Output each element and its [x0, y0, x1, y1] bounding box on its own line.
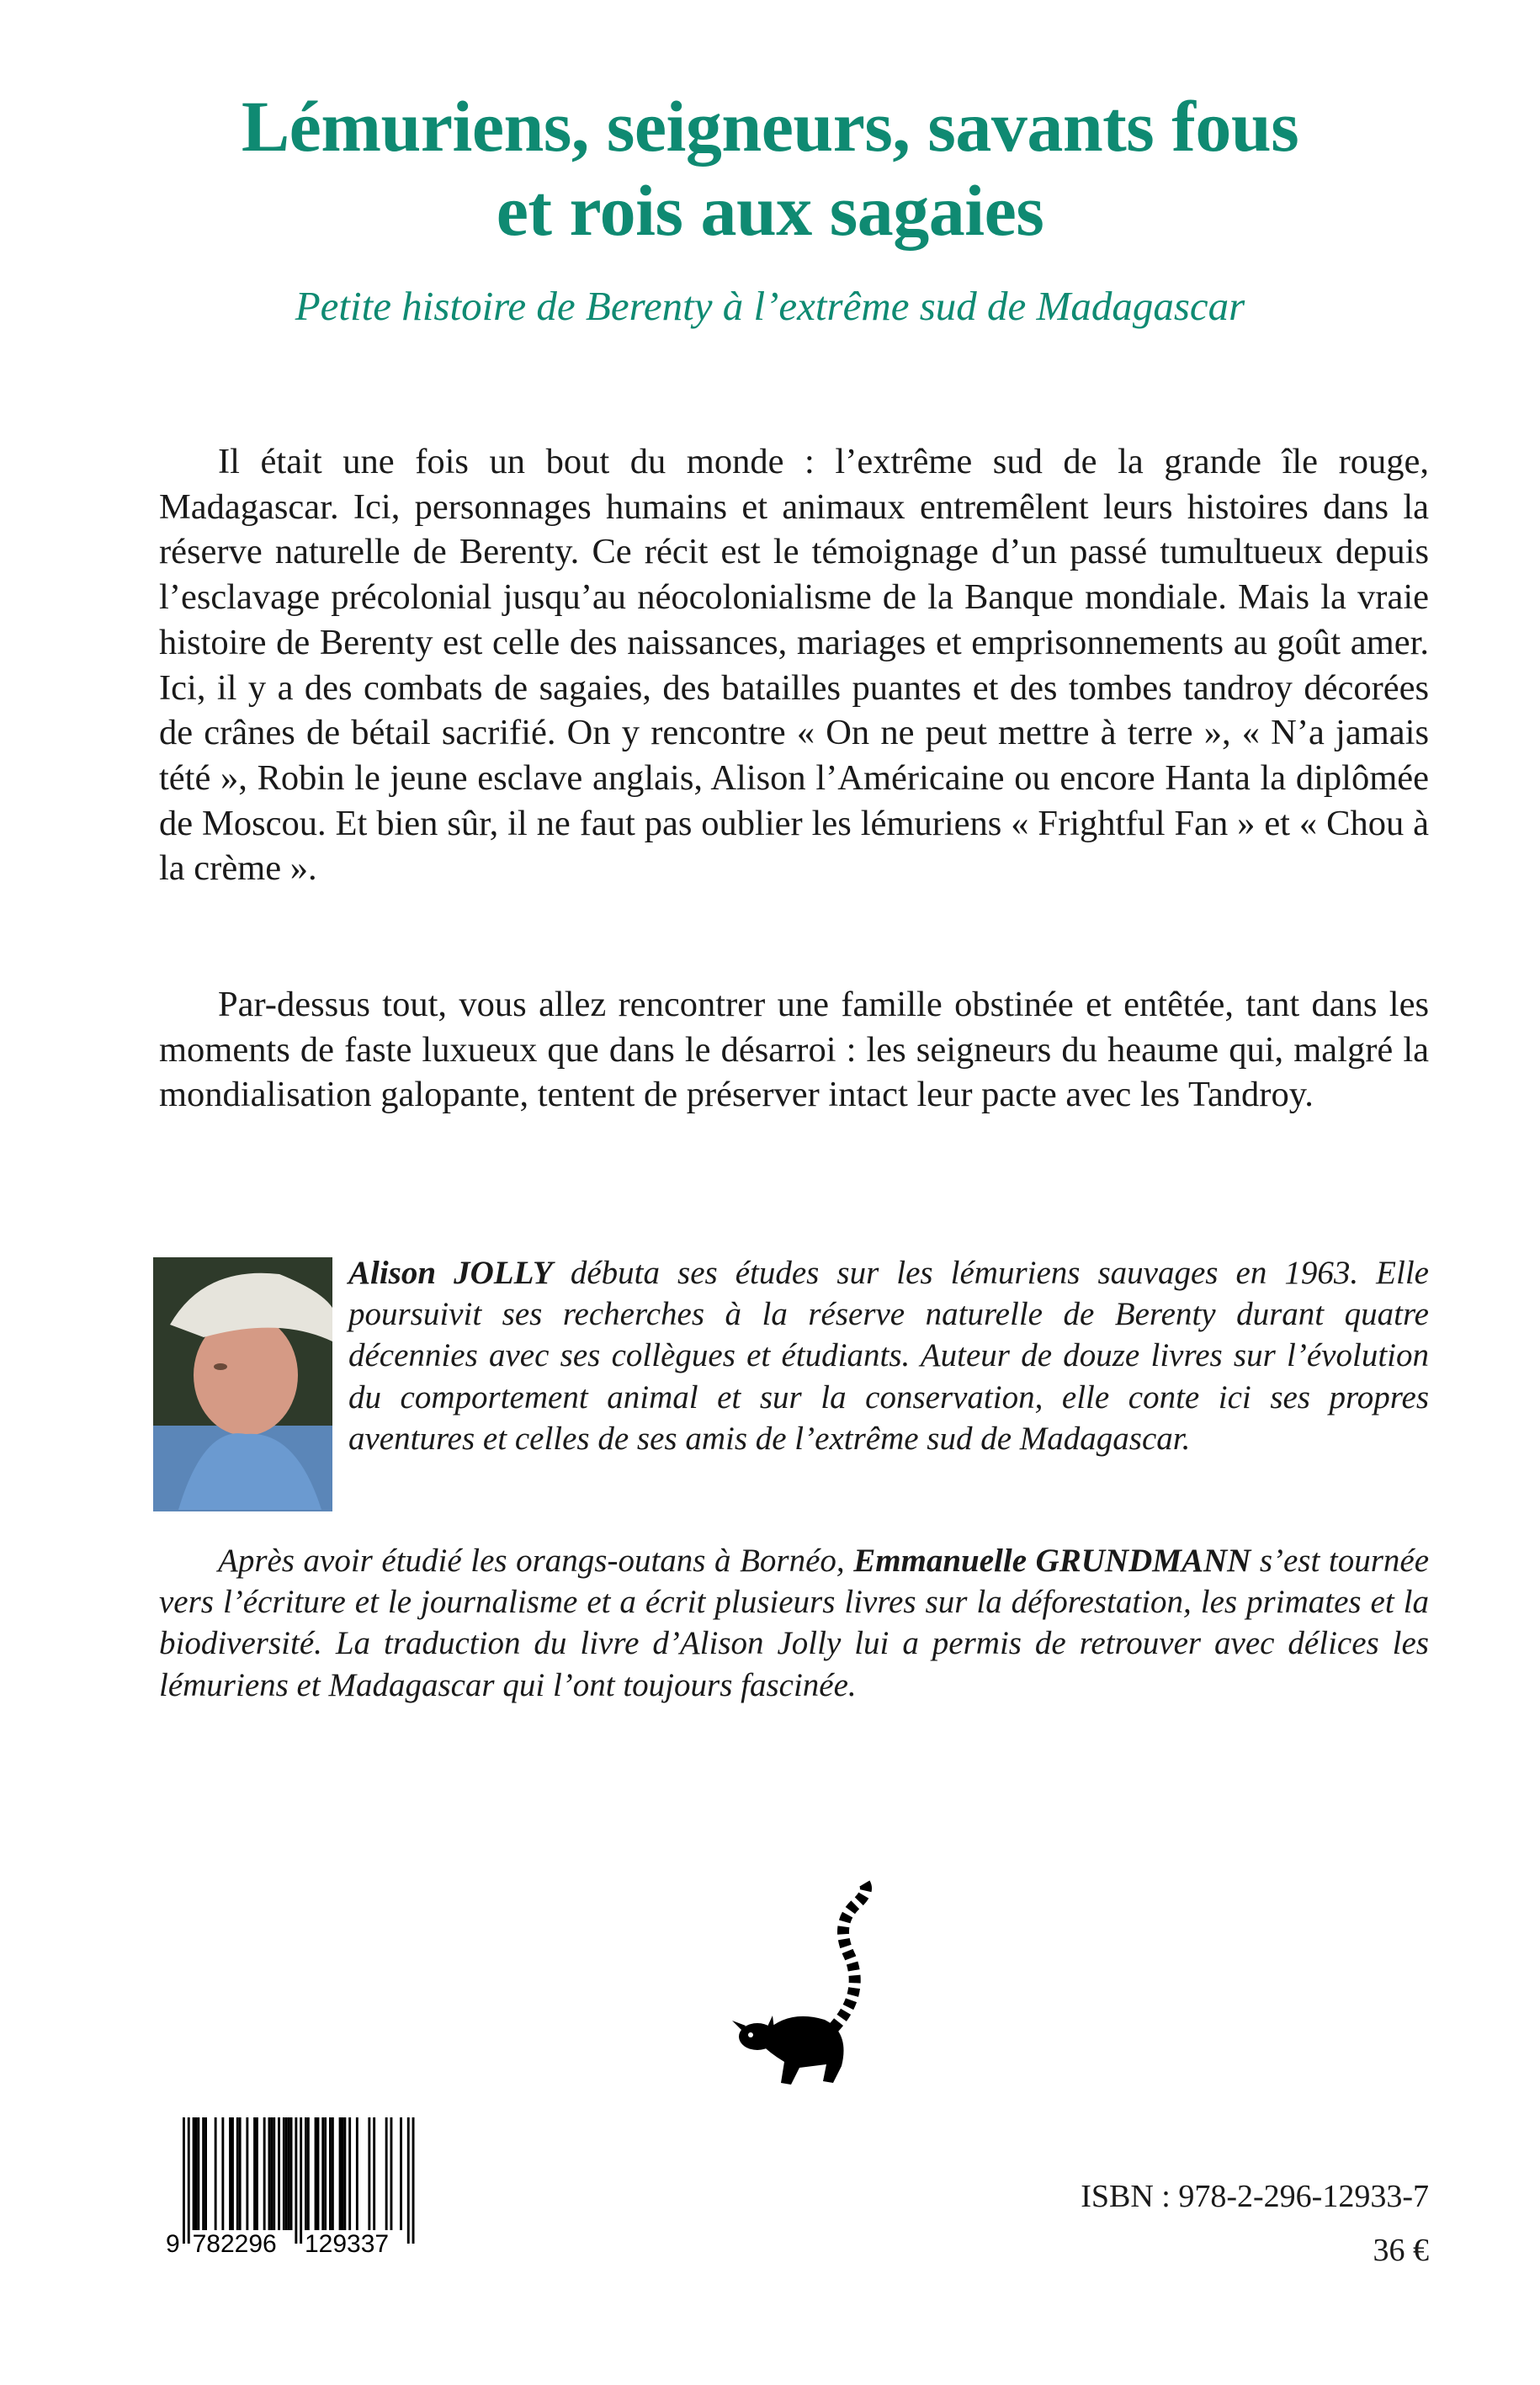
barcode-bar: [305, 2117, 307, 2230]
barcode-bar: [278, 2117, 280, 2230]
barcode-digits: 782296: [192, 2230, 277, 2255]
barcode-bar: [329, 2117, 332, 2230]
barcode-bar: [317, 2117, 320, 2230]
title-line-2: et rois aux sagaies: [496, 170, 1044, 251]
barcode-digits: 129337: [305, 2230, 390, 2255]
author-2-name: Emmanuelle GRUNDMANN: [853, 1543, 1251, 1579]
author-2-bio: [159, 1540, 1429, 1706]
barcode-bar: [342, 2117, 344, 2230]
barcode-bar: [204, 2117, 207, 2230]
isbn-number: ISBN : 978-2-296-12933-7: [1081, 2179, 1429, 2214]
barcode-bar: [183, 2117, 185, 2244]
barcode-bar: [288, 2117, 290, 2230]
isbn-barcode: [164, 2112, 450, 2255]
author-2-bio-text: s’est tournée vers l’écriture et le journalisme et a écrit plusieurs livres sur la déforestation, les primates et la biodiversité. La traduction du livre d’Alison Jolly lui a permis de retrouver avec délices les lémuriens et Madagascar qui l’ont toujours fascinée.: [159, 1543, 1429, 1703]
title-line-1: Lémuriens, seigneurs, savants fous: [241, 86, 1299, 167]
barcode-bar: [368, 2117, 370, 2230]
book-title: [0, 84, 1540, 252]
barcode-bar: [188, 2117, 190, 2244]
barcode-bar: [197, 2117, 199, 2230]
author-1-name: Alison JOLLY: [348, 1255, 553, 1291]
author-1-bio: [348, 1252, 1429, 1459]
barcode-bar: [256, 2117, 258, 2230]
barcode-bar: [236, 2117, 239, 2230]
barcode-bar: [315, 2117, 317, 2230]
barcode-bar: [339, 2117, 342, 2230]
barcode-bar: [390, 2117, 393, 2230]
barcode-bar: [273, 2117, 275, 2230]
barcode-bar: [373, 2117, 375, 2230]
barcode-bar: [239, 2117, 242, 2230]
author-2-intro: Après avoir étudié les orangs-outans à Bornéo,: [218, 1543, 854, 1579]
barcode-bar: [407, 2117, 410, 2244]
barcode-bar: [295, 2117, 297, 2244]
barcode-bar: [270, 2117, 273, 2230]
book-subtitle: Petite histoire de Berenty à l’extrême sud de Madagascar: [295, 283, 1245, 329]
barcode-bar: [343, 2117, 346, 2230]
barcode-bar: [221, 2117, 224, 2230]
barcode-digits: 9: [166, 2230, 180, 2255]
barcode-bar: [290, 2117, 293, 2230]
barcode-bar: [215, 2117, 217, 2230]
barcode-bar: [253, 2117, 256, 2230]
barcode-bar: [193, 2117, 195, 2230]
barcode-bar: [307, 2117, 310, 2230]
barcode-bar: [229, 2117, 231, 2230]
barcode-bar: [300, 2117, 302, 2244]
barcode-bar: [324, 2117, 327, 2230]
lemur-logo-icon: [724, 1872, 884, 2087]
barcode-bar: [348, 2117, 351, 2230]
barcode-bar: [332, 2117, 334, 2230]
barcode-bar: [231, 2117, 234, 2230]
barcode-bar: [268, 2117, 271, 2230]
blurb-paragraph-2: Par-dessus tout, vous allez rencontrer une famille obstinée et entêtée, tant dans les moments de faste luxueux que dans le désarroi : les seigneurs du heaume qui, malgré la mondialisation galopante, tentent de préserver intact leur pacte avec les Tandroy.: [159, 985, 1429, 1115]
barcode-bar: [285, 2117, 288, 2230]
barcode-bar: [412, 2117, 415, 2244]
barcode-bar: [246, 2117, 248, 2230]
price: 36 €: [1373, 2233, 1429, 2268]
author-photo: [153, 1257, 332, 1511]
barcode-bar: [195, 2117, 198, 2230]
barcode-bar: [283, 2117, 285, 2230]
barcode-bar: [385, 2117, 388, 2230]
barcode-bar: [400, 2117, 402, 2230]
barcode-bar: [321, 2117, 324, 2230]
barcode-bar: [202, 2117, 204, 2230]
author-1-bio-text: débuta ses études sur les lémuriens sauvages en 1963. Elle poursuivit ses recherches à la réserve naturelle de Berenty durant quatre décennies avec ses collègues et étudiants. Auteur de douze livres sur l’évolution du comportement animal et sur la conservation, elle conte ici ses propres aventures et celles de ses amis de l’extrême sud de Madagascar.: [348, 1255, 1429, 1457]
barcode-bar: [263, 2117, 266, 2230]
blurb-paragraph-1: Il était une fois un bout du monde : l’extrême sud de la grande île rouge, Madagascar. Ici, personnages humains et animaux entremêlent leurs histoires dans la réserve naturelle de Berenty. Ce récit est le témoignage d’un passé tumultueux depuis l’esclavage précolonial jusqu’au néocolonialisme de la Banque mondiale. Mais la vraie histoire de Berenty est celle des naissances, mariages et emprisonnements au goût amer. Ici, il y a des combats de sagaies, des batailles puantes et des tombes tandroy décorées de crânes de bétail sacrifié. On y rencontre « On ne peut mettre à terre », « N’a jamais tété », Robin le jeune esclave anglais, Alison l’Américaine ou encore Hanta la diplômée de Moscou. Et bien sûr, il ne faut pas oublier les lémuriens « Frightful Fan » et « Chou à la crème ».: [159, 442, 1429, 889]
barcode-bar: [356, 2117, 358, 2230]
